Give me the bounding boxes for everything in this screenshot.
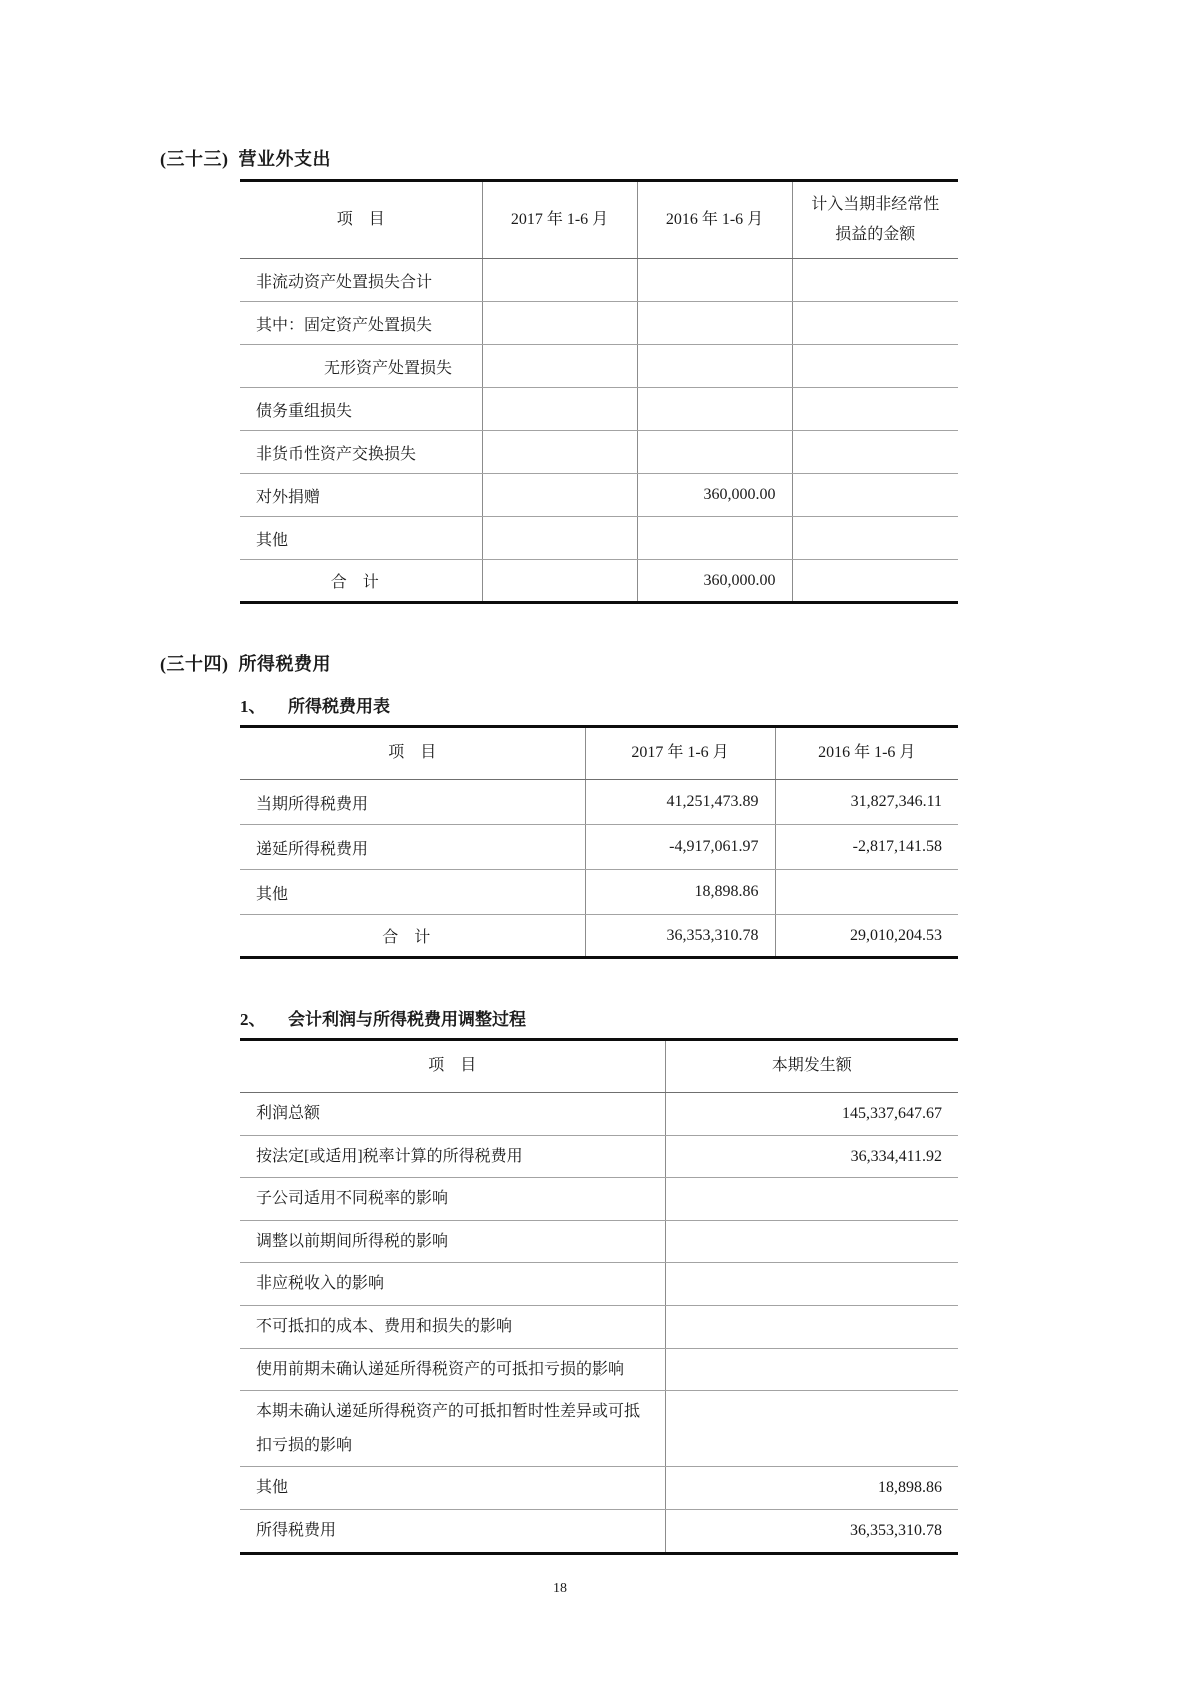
value-2016: 31,827,346.11 xyxy=(775,780,958,825)
value-nonrecurring xyxy=(792,517,958,560)
value-2016: 360,000.00 xyxy=(637,474,792,517)
table-row xyxy=(240,517,958,560)
table-row xyxy=(240,1178,958,1221)
row-label: 使用前期未确认递延所得税资产的可抵扣亏损的影响 xyxy=(240,1348,665,1391)
value-2017 xyxy=(482,560,637,603)
value-current-period xyxy=(665,1305,958,1348)
row-label: 按法定[或适用]税率计算的所得税费用 xyxy=(240,1135,665,1178)
col-header-2017: 2017 年 1-6 月 xyxy=(482,181,637,259)
subsection-1-number: 1、 xyxy=(240,697,266,716)
row-label: 递延所得税费用 xyxy=(240,825,585,870)
table-row xyxy=(240,388,958,431)
value-2016: 360,000.00 xyxy=(637,560,792,603)
row-label: 对外捐赠 xyxy=(240,474,482,517)
value-nonrecurring xyxy=(792,431,958,474)
value-current-period: 36,353,310.78 xyxy=(665,1509,958,1553)
section-34-number: (三十四) xyxy=(160,654,229,674)
header-row xyxy=(240,727,958,780)
header-row xyxy=(240,1040,958,1093)
value-2016 xyxy=(637,259,792,302)
value-2016 xyxy=(637,302,792,345)
non-operating-expenses-table xyxy=(240,179,958,604)
value-2016 xyxy=(637,431,792,474)
row-label: 其他 xyxy=(240,1467,665,1510)
value-current-period xyxy=(665,1220,958,1263)
table-row xyxy=(240,431,958,474)
row-label: 债务重组损失 xyxy=(240,388,482,431)
value-current-period xyxy=(665,1391,958,1467)
value-2016 xyxy=(775,870,958,915)
value-nonrecurring xyxy=(792,388,958,431)
value-2017: 36,353,310.78 xyxy=(585,915,775,958)
table-row xyxy=(240,1509,958,1553)
row-label: 非流动资产处置损失合计 xyxy=(240,259,482,302)
section-34-heading xyxy=(160,650,960,676)
table-row xyxy=(240,1220,958,1263)
col-header-item: 项 目 xyxy=(240,181,482,259)
value-2017 xyxy=(482,474,637,517)
table-row xyxy=(240,345,958,388)
value-2016 xyxy=(637,388,792,431)
row-label: 不可抵扣的成本、费用和损失的影响 xyxy=(240,1305,665,1348)
value-2017: -4,917,061.97 xyxy=(585,825,775,870)
col-header-item: 项 目 xyxy=(240,1040,665,1093)
value-2016: -2,817,141.58 xyxy=(775,825,958,870)
page-content xyxy=(160,145,960,1597)
table-row xyxy=(240,780,958,825)
row-label: 其中：固定资产处置损失 xyxy=(240,302,482,345)
subsection-1-title: 所得税费用表 xyxy=(288,697,390,716)
subsection-2-number: 2、 xyxy=(240,1010,266,1029)
value-2016: 29,010,204.53 xyxy=(775,915,958,958)
row-label: 本期未确认递延所得税资产的可抵扣暂时性差异或可抵扣亏损的影响 xyxy=(240,1391,665,1467)
value-current-period xyxy=(665,1178,958,1221)
value-current-period xyxy=(665,1348,958,1391)
value-current-period: 145,337,647.67 xyxy=(665,1093,958,1136)
row-label: 其他 xyxy=(240,870,585,915)
table-row xyxy=(240,1348,958,1391)
value-current-period: 36,334,411.92 xyxy=(665,1135,958,1178)
row-label: 其他 xyxy=(240,517,482,560)
header-row xyxy=(240,181,958,259)
value-nonrecurring xyxy=(792,560,958,603)
table-row xyxy=(240,825,958,870)
col-header-2016: 2016 年 1-6 月 xyxy=(637,181,792,259)
value-2017 xyxy=(482,302,637,345)
row-label: 子公司适用不同税率的影响 xyxy=(240,1178,665,1221)
value-2017: 41,251,473.89 xyxy=(585,780,775,825)
value-2017 xyxy=(482,517,637,560)
income-tax-expense-table xyxy=(240,725,958,959)
subsection-2-title: 会计利润与所得税费用调整过程 xyxy=(288,1010,526,1029)
section-33-heading xyxy=(160,145,960,171)
section-33-title: 营业外支出 xyxy=(238,149,331,169)
col-header-2017: 2017 年 1-6 月 xyxy=(585,727,775,780)
total-label: 合 计 xyxy=(240,915,585,958)
value-nonrecurring xyxy=(792,259,958,302)
col-header-nonrecurring: 计入当期非经常性损益的金额 xyxy=(792,181,958,259)
table-row xyxy=(240,870,958,915)
row-label: 非货币性资产交换损失 xyxy=(240,431,482,474)
table-row xyxy=(240,302,958,345)
value-2016 xyxy=(637,517,792,560)
col-header-current-period: 本期发生额 xyxy=(665,1040,958,1093)
col-header-2016: 2016 年 1-6 月 xyxy=(775,727,958,780)
table-row xyxy=(240,1093,958,1136)
row-label: 利润总额 xyxy=(240,1093,665,1136)
section-33-number: (三十三) xyxy=(160,149,229,169)
value-nonrecurring xyxy=(792,302,958,345)
col-header-item: 项 目 xyxy=(240,727,585,780)
total-row xyxy=(240,560,958,603)
row-label: 无形资产处置损失 xyxy=(240,345,482,388)
value-nonrecurring xyxy=(792,345,958,388)
table-row xyxy=(240,1263,958,1306)
row-label: 调整以前期间所得税的影响 xyxy=(240,1220,665,1263)
page-number: 18 xyxy=(553,1580,567,1596)
row-label: 所得税费用 xyxy=(240,1509,665,1553)
table-row xyxy=(240,474,958,517)
table-row xyxy=(240,1467,958,1510)
value-2017 xyxy=(482,259,637,302)
value-current-period xyxy=(665,1263,958,1306)
section-34-title: 所得税费用 xyxy=(238,654,331,674)
subsection-2-heading xyxy=(240,1005,960,1030)
value-2017: 18,898.86 xyxy=(585,870,775,915)
value-2017 xyxy=(482,388,637,431)
total-row xyxy=(240,915,958,958)
value-current-period: 18,898.86 xyxy=(665,1467,958,1510)
value-2017 xyxy=(482,345,637,388)
table-row xyxy=(240,1391,958,1467)
row-label: 非应税收入的影响 xyxy=(240,1263,665,1306)
value-2016 xyxy=(637,345,792,388)
subsection-1-heading xyxy=(240,692,960,717)
value-2017 xyxy=(482,431,637,474)
table-row xyxy=(240,1305,958,1348)
tax-reconciliation-table xyxy=(240,1038,958,1555)
value-nonrecurring xyxy=(792,474,958,517)
table-row xyxy=(240,1135,958,1178)
row-label: 当期所得税费用 xyxy=(240,780,585,825)
total-label: 合 计 xyxy=(240,560,482,603)
table-row xyxy=(240,259,958,302)
